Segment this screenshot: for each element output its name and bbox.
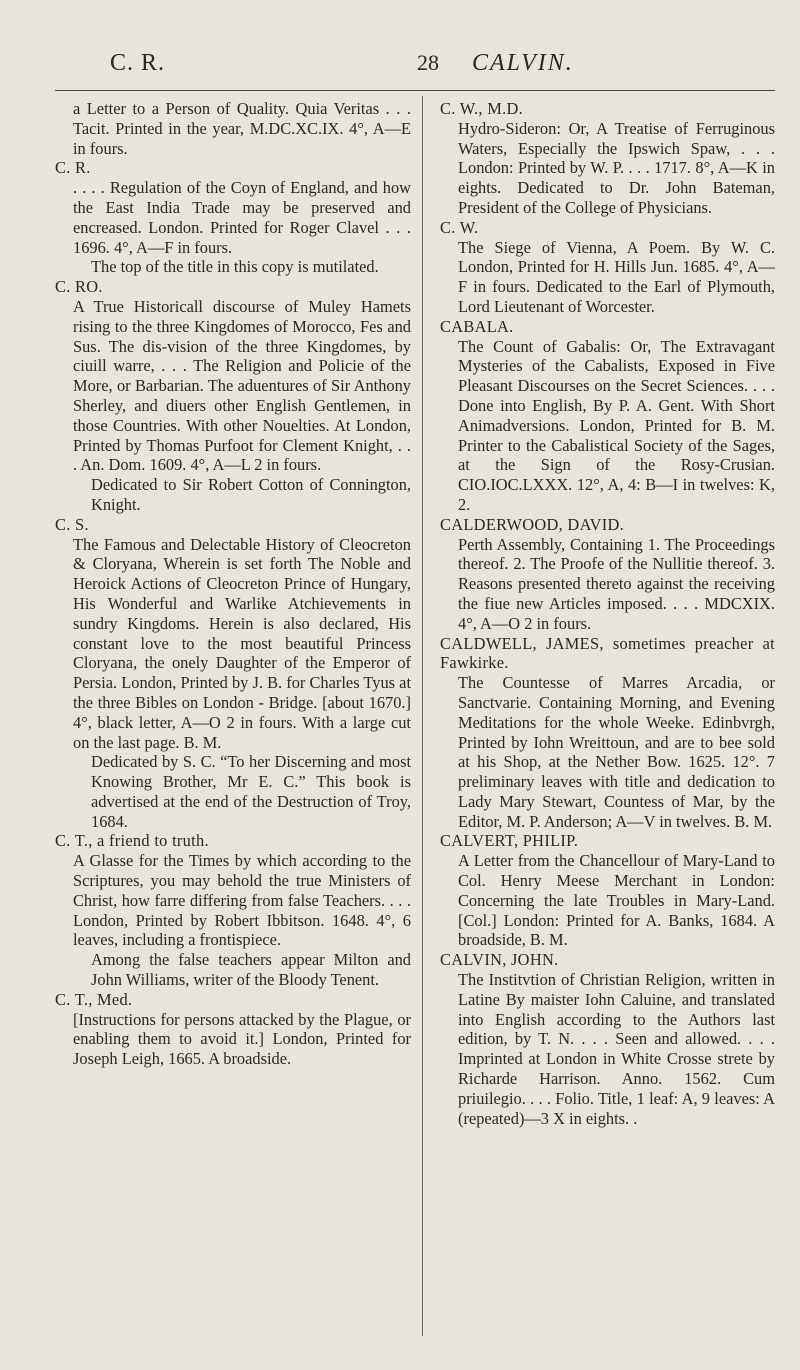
entry-body: . . . . Regulation of the Coyn of England, and how the East India Trade may be preserved and encreased. London. Printed for Roger Clavel . . . 1696. 4°, A—F in fours.: [73, 178, 411, 257]
entry-heading: C. R.: [55, 158, 91, 178]
catalogue-entry: [55, 990, 411, 1069]
entry-note: The top of the title in this copy is mutilated.: [91, 257, 379, 277]
catalogue-entry: [55, 831, 411, 989]
catalogue-entry: [55, 99, 411, 158]
entry-body: The Institvtion of Christian Religion, written in Latine By maister Iohn Caluine, and translated into English according to the Authors last edition, by T. N. . . . Seen and allowed. . . . Imprinted at London in White Crosse strete by Richarde Harrison. Anno. 1562. Cum priuilegio. . . . Folio. Title, 1 leaf: A, 9 leaves: A (repeated)—3 X in eights. .: [458, 970, 775, 1128]
left-column: [55, 99, 411, 1069]
header-right-name: CALVIN.: [472, 50, 574, 76]
entry-heading: C. T., a friend to truth.: [55, 831, 209, 851]
entry-heading: CALDWELL, JAMES, sometimes preacher at Fawkirke.: [440, 633, 775, 673]
catalogue-entry: [55, 515, 411, 832]
entry-heading: C. S.: [55, 514, 89, 534]
entry-body: A Glasse for the Times by which according to the Scriptures, you may behold the true Ministers of Christ, how farre differing from false Teachers. . . . London, Printed by Robert Ibbitson. 1648. 4°, 6 leaves, including a frontispiece.: [73, 851, 411, 950]
right-column: [440, 99, 775, 1128]
catalogue-entry: [440, 99, 775, 218]
entry-body: [Instructions for persons attacked by the Plague, or enabling them to avoid it.] London, Printed for Joseph Leigh, 1665. A broadside.: [73, 1009, 411, 1069]
entry-note: Among the false teachers appear Milton and John Williams, writer of the Bloody Tenent.: [91, 950, 411, 990]
entry-note: Dedicated to Sir Robert Cotton of Connington, Knight.: [91, 475, 411, 514]
entry-heading: C. W.: [440, 217, 479, 237]
entry-body: The Countesse of Marres Arcadia, or Sanctvarie. Containing Morning, and Evening Meditations for the whole Weeke. Edinbvrgh, Printed by Iohn Wreittoun, and are to bee sold at his Shop, at the Nether Bow. 1625. 12°. 7 preliminary leaves with title and dedication to Lady Mary Stewart, Countess of Mar, by the Editor, M. P. Anderson; A—V in twelves. B. M.: [458, 673, 775, 831]
entry-body: The Count of Gabalis: Or, The Extravagant Mysteries of the Cabalists, Exposed in Five Pleasant Discourses on the Secret Sciences. . . . Done into English, By P. A. Gent. With Short Animadversions. London, Printed for B. M. Printer to the Cabalistical Society of the Sages, at the Sign of the Rosy-Crusian. CIO.IOC.LXXX. 12°, A, 4: B—I in twelves: K, 2.: [458, 336, 775, 514]
catalogue-entry: [55, 158, 411, 277]
header-rule: [55, 90, 775, 91]
entry-heading: C. W., M.D.: [440, 99, 523, 118]
catalogue-entry: [440, 515, 775, 634]
header-left-initials: C. R.: [110, 50, 166, 76]
catalogue-entry: [440, 634, 775, 832]
entry-body: The Famous and Delectable History of Cleocreton & Cloryana, Wherein is set forth The Noble and Heroick Actions of Cleocreton Prince of Hungary, His Wonderful and Warlike Atchievements in sundry Kingdoms. Herein is also declared, His constant love to the most beautiful Princess Cloryana, the onely Daughter of the Emperor of Persia. London, Printed by J. B. for Charles Tyus at the three Bibles on London - Bridge. [about 1670.] 4°, black letter, A—O 2 in fours. With a large cut on the last page. B. M.: [73, 534, 411, 752]
entry-heading: CALDERWOOD, DAVID.: [440, 514, 625, 534]
entry-heading: C. RO.: [55, 277, 103, 297]
entry-heading: CALVERT, PHILIP.: [440, 831, 579, 851]
entry-body: A True Historicall discourse of Muley Hamets rising to the three Kingdomes of Morocco, Fes and Sus. The dis-vision of the three Kingdomes, by ciuill warre, . . . The Religion and Policie of the More, or Barbarian. The aduentures of Sir Anthony Sherley, and diuers other English Gentlemen, in those Countries. With other Nouelties. At London, Printed by Thomas Purfoot for Clement Knight, . . . An. Dom. 1609. 4°, A—L 2 in fours.: [73, 296, 411, 475]
entry-heading: CABALA.: [440, 316, 514, 336]
catalogue-entry: [440, 218, 775, 317]
catalogue-entry: [440, 317, 775, 515]
entry-body: a Letter to a Person of Quality. Quia Veritas . . . Tacit. Printed in the year, M.DC.XC.IX. 4°, A—E in fours.: [73, 99, 411, 158]
entry-heading: C. T., Med.: [55, 989, 133, 1009]
entry-body: Perth Assembly, Containing 1. The Proceedings thereof. 2. The Proofe of the Nullitie thereof. 3. Reasons presented thereto against the receiving the fiue new Articles imposed. . . . MDCXIX. 4°, A—O 2 in fours.: [458, 534, 775, 633]
entry-body: Hydro-Sideron: Or, A Treatise of Ferruginous Waters, Especially the Ipswich Spaw, . . . London: Printed by W. P. . . . 1717. 8°, A—K in eights. Dedicated to Dr. John Bateman, President of the College of Physicians.: [458, 118, 775, 217]
column-divider: [422, 96, 423, 1336]
catalogue-entry: [440, 831, 775, 950]
catalogue-entry: [440, 950, 775, 1128]
catalogue-entry: [55, 277, 411, 515]
running-header: [52, 50, 770, 86]
page-number: 28: [417, 50, 439, 75]
entry-body: The Siege of Vienna, A Poem. By W. C. London, Printed for H. Hills Jun. 1685. 4°, A—F in fours. Dedicated to the Earl of Plymouth, Lord Lieutenant of Worcester.: [458, 237, 775, 316]
entry-body: A Letter from the Chancellour of Mary-Land to Col. Henry Meese Merchant in London: Concerning the late Troubles in Mary-Land. [Col.] London: Printed for A. Banks, 1684. A broadside, B. M.: [458, 851, 775, 950]
entry-note: Dedicated by S. C. “To her Discerning and most Knowing Brother, Mr E. C.” This book is advertised at the end of the Destruction of Troy, 1684.: [91, 752, 411, 831]
entry-heading: CALVIN, JOHN.: [440, 950, 559, 970]
